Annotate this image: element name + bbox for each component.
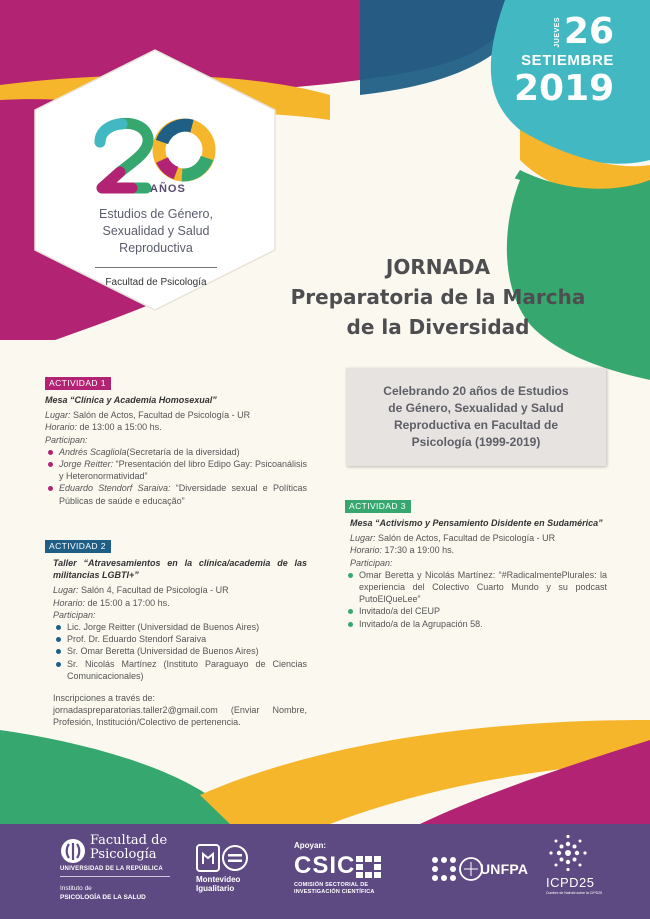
activity-3-participants: [345, 569, 607, 630]
csic-grid-icon: [356, 856, 382, 878]
sponsors-footer: [0, 824, 650, 919]
logo-faculty: Facultad de Psicología: [105, 277, 207, 288]
activity-1-horario: Horario: de 13:00 a 15:00 hs.: [45, 422, 162, 433]
activity-2: [45, 540, 307, 729]
list-item: Sr. Nicolás Martínez (Instituto Paraguayo de Ciencias Comunicacionales): [53, 658, 307, 682]
list-item: Omar Beretta y Nicolás Martínez: “#RadicalmentePlurales: la experiencia del Colectivo Cuarto Mundo y su podcast PutoElQueLee”: [345, 569, 607, 606]
universidad-name: UNIVERSIDAD DE LA REPÚBLICA: [60, 866, 163, 872]
activity-2-participan: Participan:: [53, 609, 96, 620]
celebration-text: Celebrando 20 años de Estudios de Género, Sexualidad y Salud Reproductiva en Facultad de Psicología (1999-2019): [383, 384, 569, 449]
list-item: Sr. Omar Beretta (Universidad de Buenos Aires): [53, 645, 307, 657]
activity-2-badge: ACTIVIDAD 2: [45, 540, 111, 553]
activity-3-title: Mesa “Activismo y Pensamiento Disidente en Sudamérica”: [350, 518, 603, 528]
activity-1-participants: [45, 446, 307, 507]
activity-1-lugar: Lugar: Salón de Actos, Facultad de Psicología - UR: [45, 410, 251, 421]
csic-logo: CSIC: [294, 852, 356, 879]
page-title: [260, 252, 616, 342]
activity-3-badge: ACTIVIDAD 3: [345, 500, 411, 513]
list-item: Eduardo Stendorf Saraiva: “Diversidade sexual e Políticas Públicas de saúde e educação”: [45, 482, 307, 506]
logo-subtitle: [70, 206, 242, 257]
logo-divider: [95, 267, 217, 268]
title-line-3: de la Diversidad: [346, 315, 530, 339]
list-item: Invitado/a de la Agrupación 58.: [345, 618, 607, 630]
apoyan-label: Apoyan:: [294, 841, 326, 850]
icpd-label: ICPD25: [546, 875, 595, 890]
title-line-2: Preparatoria de la Marcha: [290, 285, 586, 309]
footer-divider: [60, 876, 170, 877]
montevideo-igualitario-icon: [196, 844, 248, 872]
activity-3-participan: Participan:: [350, 557, 393, 568]
celebration-box: [346, 368, 606, 466]
unfpa-label: UNFPA: [480, 861, 529, 877]
logo-subtitle-line-3: Reproductiva: [119, 241, 193, 255]
csic-subtitle: COMISIÓN SECTORIAL DE INVESTIGACIÓN CIENTÍFICA: [294, 882, 375, 895]
date-year: 2019: [514, 68, 615, 109]
title-line-1: JORNADA: [385, 255, 491, 279]
logo-subtitle-line-1: Estudios de Género,: [99, 207, 213, 221]
logo-subtitle-line-2: Sexualidad y Salud: [102, 224, 210, 238]
activity-3: [345, 500, 607, 630]
activity-2-title: Taller “Atravesamientos en la clínica/academia de las militancias LGBTI+”: [53, 558, 307, 581]
activity-2-horario: Horario: de 15:00 a 17:00 hs.: [53, 597, 170, 608]
list-item: Andrés Scagliola(Secretaría de la diversidad): [45, 446, 307, 458]
list-item: Jorge Reitter: “Presentación del libro Edipo Gay: Psicoanálisis y Heteronormatividad”: [45, 458, 307, 482]
activity-1-title: Mesa “Clínica y Academia Homosexual”: [45, 395, 217, 405]
list-item: Invitado/a del CEUP: [345, 605, 607, 617]
instituto-name: Instituto de PSICOLOGÍA DE LA SALUD: [60, 885, 146, 901]
montevideo-label: Montevideo Igualitario: [196, 875, 241, 893]
facultad-psicologia-icon: [60, 838, 86, 864]
activity-2-participants: [45, 621, 307, 682]
list-item: Lic. Jorge Reitter (Universidad de Buenos Aires): [53, 621, 307, 633]
activity-2-lugar: Lugar: Salón 4, Facultad de Psicología - UR: [53, 585, 229, 596]
facultad-name: Facultad de Psicología: [90, 833, 168, 862]
activity-1-badge: ACTIVIDAD 1: [45, 377, 111, 390]
activity-1: [45, 377, 307, 507]
activity-2-inscripciones: Inscripciones a través de:: [53, 693, 156, 704]
date-day: 26: [563, 11, 614, 52]
event-date: [514, 11, 615, 109]
list-item: Prof. Dr. Eduardo Stendorf Saraiva: [53, 633, 307, 645]
icpd-subtitle: Cumbre de Nairobi sobre la CIPD25: [546, 891, 603, 895]
icpd-flower-icon: [548, 834, 588, 872]
logo-anos: AÑOS: [150, 183, 186, 195]
date-weekday: JUEVES: [553, 16, 561, 48]
activity-1-participan: Participan:: [45, 434, 88, 445]
activity-2-inscripciones-detail[interactable]: jornadaspreparatorias.taller2@gmail.com (Enviar Nombre, Profesión, Institución/Colectivo de pertenencia.: [53, 705, 307, 728]
activity-3-horario: Horario: 17:30 a 19:00 hs.: [350, 545, 455, 556]
activity-3-lugar: Lugar: Salón de Actos, Facultad de Psicología - UR: [350, 533, 556, 544]
20-anos-logo-icon: [92, 112, 216, 194]
date-month: SETIEMBRE: [521, 52, 614, 69]
